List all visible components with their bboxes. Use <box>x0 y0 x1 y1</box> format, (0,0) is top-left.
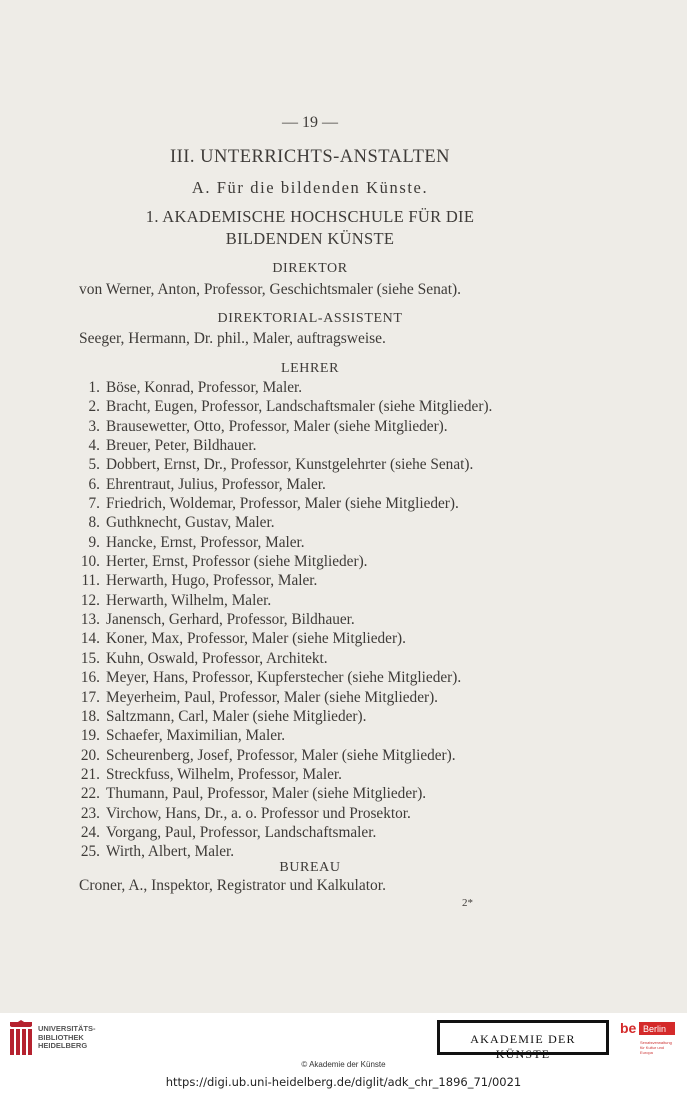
lehrer-list-item <box>79 494 492 513</box>
lehrer-list-item <box>79 475 492 494</box>
lehrer-list-item <box>79 591 492 610</box>
lehrer-number: 14. <box>80 630 100 648</box>
assistent-heading: DIREKTORIAL-ASSISTENT <box>217 311 403 326</box>
lehrer-number: 7. <box>88 495 100 513</box>
lehrer-number: 6. <box>88 475 100 493</box>
lehrer-entry: Thumann, Paul, Professor, Maler (siehe Mitglieder). <box>106 785 427 803</box>
lehrer-number: 11. <box>81 572 100 590</box>
assistent-entry: Seeger, Hermann, Dr. phil., Maler, auftragsweise. <box>79 330 386 347</box>
lehrer-entry: Scheurenberg, Josef, Professor, Maler (siehe Mitglieder). <box>106 746 456 764</box>
lehrer-number: 25. <box>80 843 100 861</box>
permalink-url[interactable]: https://digi.ub.uni-heidelberg.de/diglit/adk_chr_1896_71/0021 <box>165 1075 522 1089</box>
lehrer-number: 23. <box>80 804 100 822</box>
lehrer-list-item <box>79 417 492 436</box>
lehrer-entry: Friedrich, Woldemar, Professor, Maler (siehe Mitglieder). <box>106 495 459 513</box>
lehrer-list-item <box>79 455 492 474</box>
lehrer-entry: Meyerheim, Paul, Professor, Maler (siehe Mitglieder). <box>106 688 439 706</box>
lehrer-entry: Böse, Konrad, Professor, Maler. <box>106 379 303 396</box>
lehrer-list-item <box>79 688 492 707</box>
lehrer-number: 10. <box>80 553 100 571</box>
institution-title-line2: BILDENDEN KÜNSTE <box>225 229 395 248</box>
lehrer-number: 13. <box>80 611 100 629</box>
lehrer-list-item <box>79 610 492 629</box>
section-title: III. UNTERRICHTS-ANSTALTEN <box>169 147 451 167</box>
lehrer-entry: Streckfuss, Wilhelm, Professor, Maler. <box>106 765 342 783</box>
lehrer-number: 2. <box>88 398 100 416</box>
lehrer-entry: Brausewetter, Otto, Professor, Maler (siehe Mitglieder). <box>106 417 448 435</box>
lehrer-number: 1. <box>88 379 100 396</box>
lehrer-list-item <box>79 378 492 397</box>
lehrer-entry: Meyer, Hans, Professor, Kupferstecher (siehe Mitglieder). <box>106 669 462 687</box>
lehrer-entry: Schaefer, Maximilian, Maler. <box>106 727 286 745</box>
lehrer-heading: LEHRER <box>280 361 340 376</box>
lehrer-entry: Herwarth, Wilhelm, Maler. <box>106 591 272 609</box>
university-library-name: UNIVERSITÄTS- BIBLIOTHEK HEIDELBERG <box>38 1024 96 1050</box>
lehrer-entry: Koner, Max, Professor, Maler (siehe Mitglieder). <box>106 630 406 648</box>
lehrer-entry: Saltzmann, Carl, Maler (siehe Mitglieder). <box>106 707 367 725</box>
lehrer-list-item <box>79 571 492 590</box>
lehrer-entry: Bracht, Eugen, Professor, Landschaftsmaler (siehe Mitglieder). <box>106 398 493 416</box>
lehrer-list-item <box>79 842 492 861</box>
subsection-title: A. Für die bildenden Künste. <box>191 178 429 197</box>
lehrer-entry: Guthknecht, Gustav, Maler. <box>106 514 275 532</box>
signature-mark: 2* <box>462 897 473 909</box>
lehrer-list-item <box>79 649 492 668</box>
lehrer-number: 20. <box>80 746 100 764</box>
lehrer-list-item <box>79 726 492 745</box>
lehrer-list-item <box>79 436 492 455</box>
lehrer-number: 3. <box>88 417 100 435</box>
berlin-senate-caption: Senatsverwaltung für Kultur und Europa <box>640 1040 672 1055</box>
lehrer-entry: Ehrentraut, Julius, Professor, Maler. <box>106 475 326 493</box>
lehrer-list-item <box>79 397 492 416</box>
institution-title-line1: 1. AKADEMISCHE HOCHSCHULE FÜR DIE <box>145 207 475 226</box>
lehrer-number: 22. <box>80 785 100 803</box>
akademie-der-kuenste-logo[interactable] <box>437 1020 609 1061</box>
lehrer-entry: Wirth, Albert, Maler. <box>106 843 235 861</box>
lehrer-entry: Dobbert, Ernst, Dr., Professor, Kunstgelehrter (siehe Senat). <box>106 456 474 474</box>
lehrer-list-item <box>79 784 492 803</box>
lehrer-list-item <box>79 552 492 571</box>
lehrer-entry: Kuhn, Oswald, Professor, Architekt. <box>106 649 328 667</box>
lehrer-list-item <box>79 513 492 532</box>
lehrer-entry: Herter, Ernst, Professor (siehe Mitglieder). <box>106 553 368 571</box>
svg-text:be: be <box>620 1020 637 1036</box>
lehrer-list-item <box>79 765 492 784</box>
lehrer-entry: Vorgang, Paul, Professor, Landschaftsmaler. <box>106 823 377 841</box>
lehrer-number: 12. <box>80 591 100 609</box>
lehrer-number: 17. <box>80 688 100 706</box>
lehrer-number: 21. <box>80 765 100 783</box>
lehrer-number: 9. <box>88 533 100 551</box>
copyright-notice: © Akademie der Künste <box>301 1060 386 1069</box>
lehrer-entry: Breuer, Peter, Bildhauer. <box>106 437 257 455</box>
bureau-heading: BUREAU <box>279 860 341 875</box>
lehrer-number: 19. <box>80 727 100 745</box>
akademie-logo-text: AKADEMIE DER KÜNSTE <box>470 1032 576 1061</box>
direktor-entry: von Werner, Anton, Professor, Geschichtsmaler (siehe Senat). <box>79 281 462 298</box>
lehrer-entry: Virchow, Hans, Dr., a. o. Professor und Prosektor. <box>106 804 411 822</box>
svg-text:Berlin: Berlin <box>643 1024 667 1034</box>
lehrer-number: 16. <box>80 669 100 687</box>
lehrer-list-item <box>79 629 492 648</box>
lehrer-entry: Janensch, Gerhard, Professor, Bildhauer. <box>106 611 355 629</box>
lehrer-entry: Hancke, Ernst, Professor, Maler. <box>106 533 305 551</box>
lehrer-number: 18. <box>80 707 100 725</box>
lehrer-list-item <box>79 823 492 842</box>
page-number: — 19 — <box>282 114 338 131</box>
lehrer-number: 4. <box>88 437 100 455</box>
lehrer-number: 8. <box>88 514 100 532</box>
lehrer-list-item <box>79 668 492 687</box>
lehrer-list-item <box>79 746 492 765</box>
direktor-heading: DIREKTOR <box>272 261 348 276</box>
lehrer-number: 5. <box>88 456 100 474</box>
lehrer-entry: Herwarth, Hugo, Professor, Maler. <box>106 572 318 590</box>
lehrer-number: 15. <box>80 649 100 667</box>
lehrer-number: 24. <box>80 823 100 841</box>
lehrer-list-item <box>79 533 492 552</box>
bureau-entry: Croner, A., Inspektor, Registrator und Kalkulator. <box>79 877 386 894</box>
lehrer-list-item <box>79 804 492 823</box>
lehrer-list <box>79 378 492 862</box>
lehrer-list-item <box>79 707 492 726</box>
